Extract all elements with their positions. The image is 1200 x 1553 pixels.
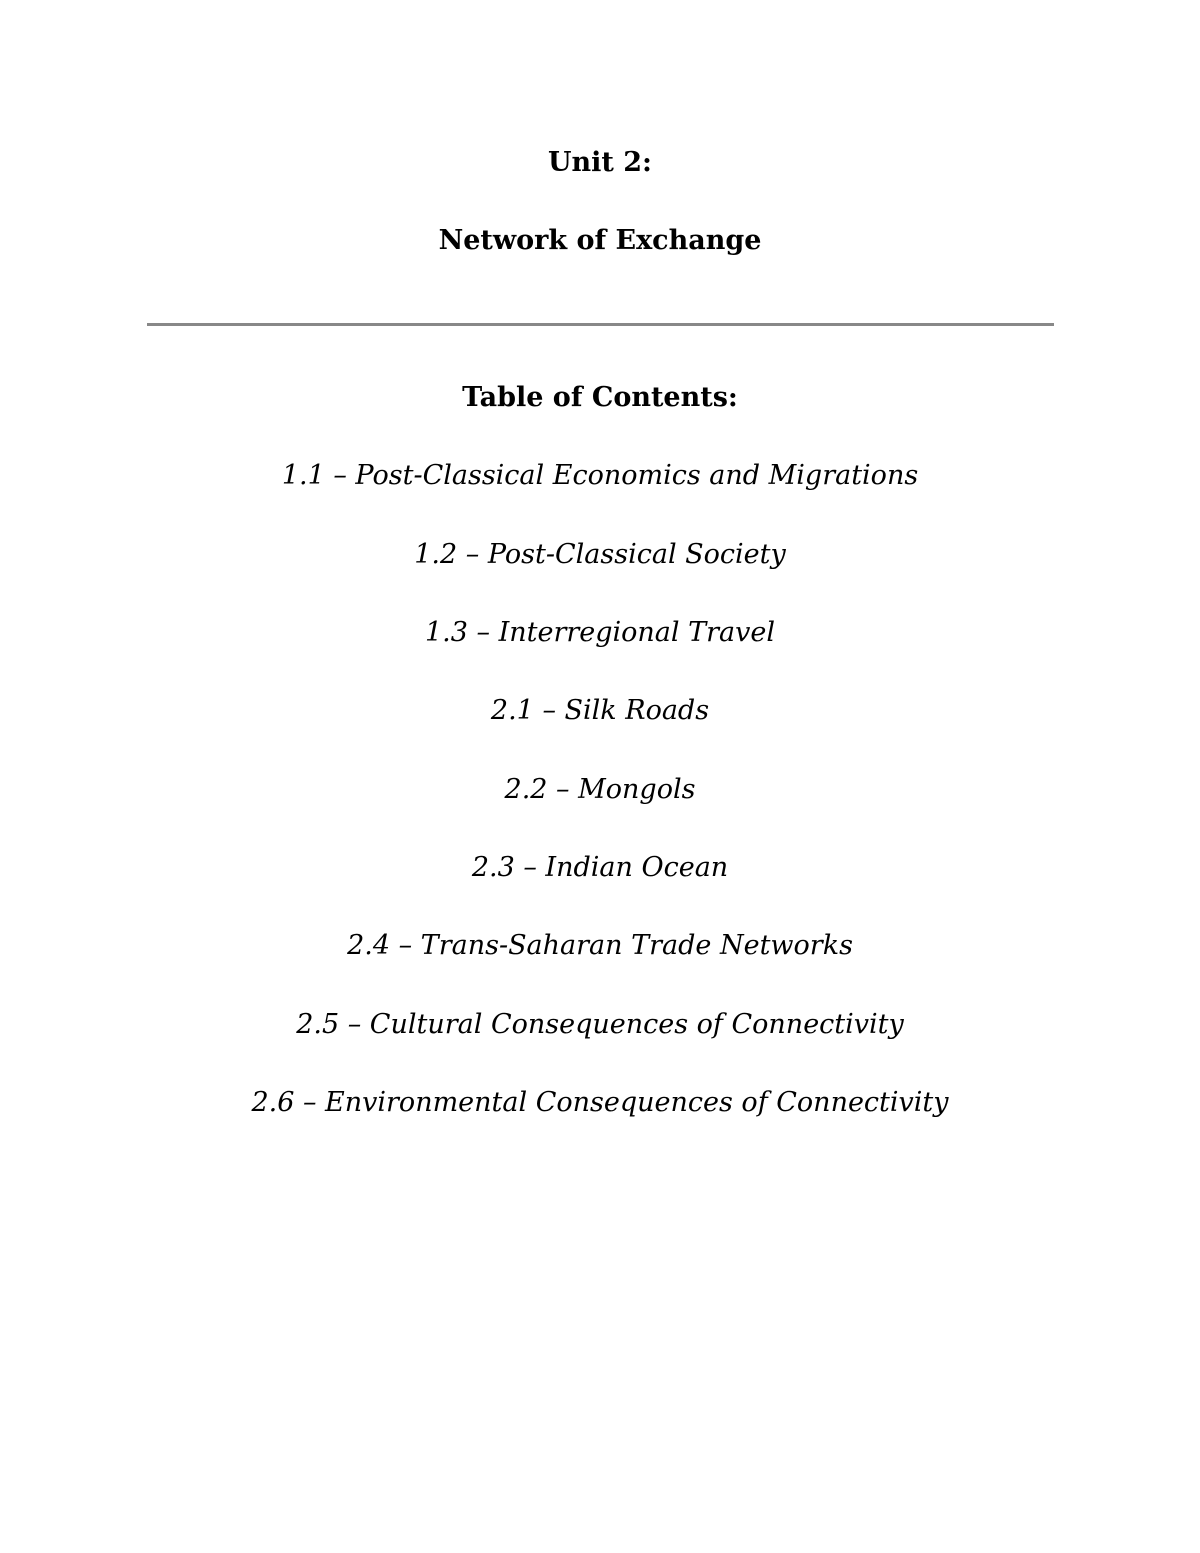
toc-item: 2.5 – Cultural Consequences of Connectivity [296, 1009, 904, 1040]
toc-item: 2.1 – Silk Roads [490, 695, 710, 726]
toc-item: 2.3 – Indian Ocean [471, 852, 729, 883]
toc-item: 2.4 – Trans-Saharan Trade Networks [347, 930, 853, 961]
toc-item: 1.2 – Post-Classical Society [414, 539, 786, 570]
unit-title: Network of Exchange [438, 225, 762, 256]
toc-item: 1.3 – Interregional Travel [424, 617, 776, 648]
toc-item: 1.1 – Post-Classical Economics and Migrations [281, 460, 919, 491]
toc-item: 2.2 – Mongols [504, 774, 696, 805]
toc-item: 2.6 – Environmental Consequences of Connectivity [251, 1087, 949, 1118]
horizontal-divider [147, 323, 1054, 326]
unit-label: Unit 2: [547, 147, 653, 178]
toc-heading: Table of Contents: [462, 382, 738, 413]
